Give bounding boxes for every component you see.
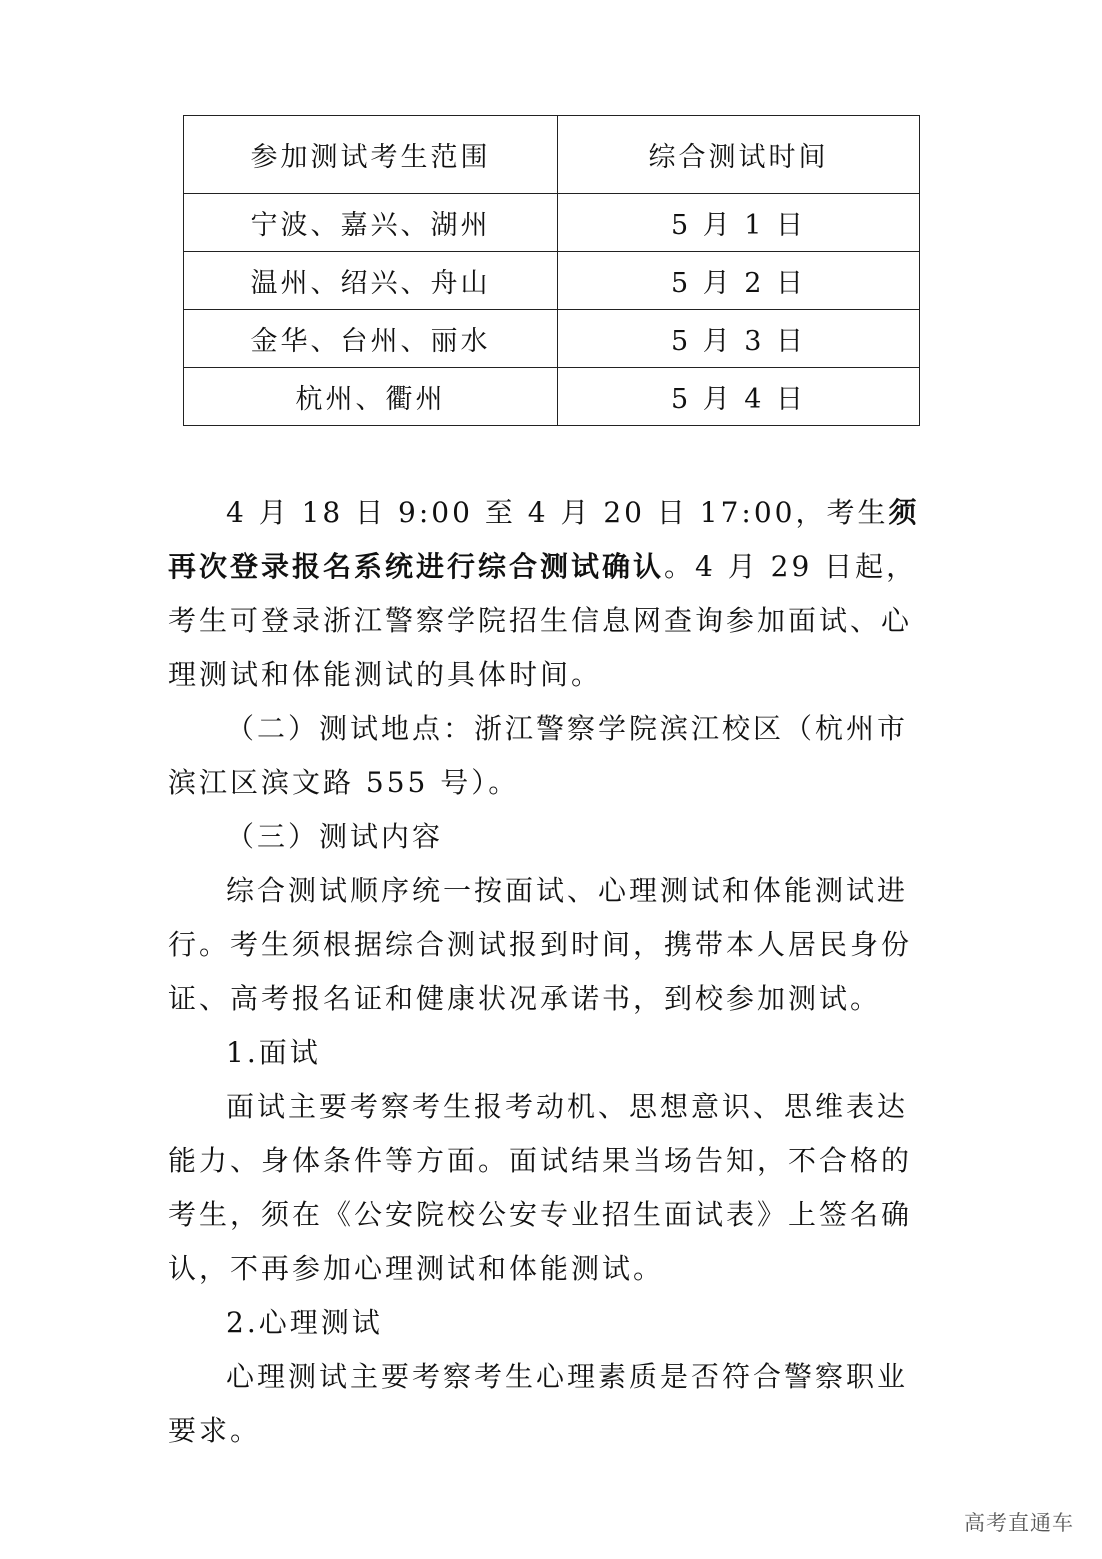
- watermark-label: 高考直通车: [964, 1511, 1074, 1535]
- cell-date: 5 月 2 日: [558, 252, 920, 310]
- interview-paragraph: 面试主要考察考生报考动机、思想意识、思维表达能力、身体条件等方面。面试结果当场告知，不合格的考生，须在《公安院校公安专业招生面试表》上签名确认，不再参加心理测试和体能测试。: [168, 1090, 913, 1285]
- document-body: [168, 486, 938, 1458]
- psych-test-paragraph: 心理测试主要考察考生心理素质是否符合警察职业要求。: [168, 1360, 909, 1447]
- confirmation-paragraph: [168, 486, 938, 702]
- cell-region: 宁波、嘉兴、湖州: [184, 194, 558, 252]
- cell-region: 杭州、衢州: [184, 368, 558, 426]
- cell-date: 5 月 3 日: [558, 310, 920, 368]
- cell-date: 5 月 4 日: [558, 368, 920, 426]
- test-content-heading: （三）测试内容: [226, 820, 444, 853]
- table-row: [184, 252, 920, 310]
- interview-heading: 1.面试: [226, 1036, 321, 1069]
- confirmation-details: 。4 月 29 日起，考生可登录浙江警察学院招生信息网查询参加面试、心理测试和体能测试的具体时间。: [168, 550, 918, 691]
- confirmation-emphasis: 须再次登录报名系统进行综合测试确认: [168, 496, 920, 583]
- test-schedule-table: [183, 115, 920, 426]
- table-row: [184, 310, 920, 368]
- header-candidate-scope: 参加测试考生范围: [184, 116, 558, 194]
- cell-region: 温州、绍兴、舟山: [184, 252, 558, 310]
- cell-region: 金华、台州、丽水: [184, 310, 558, 368]
- table-row: [184, 368, 920, 426]
- table-row: [184, 194, 920, 252]
- psych-test-heading: 2.心理测试: [226, 1306, 383, 1339]
- test-location-paragraph: （二）测试地点：浙江警察学院滨江校区（杭州市滨江区滨文路 555 号）。: [168, 712, 909, 799]
- table-header-row: [184, 116, 920, 194]
- header-test-date: 综合测试时间: [558, 116, 920, 194]
- confirmation-dates: 4 月 18 日 9:00 至 4 月 20 日 17:00，考生: [226, 496, 889, 529]
- test-order-paragraph: 综合测试顺序统一按面试、心理测试和体能测试进行。考生须根据综合测试报到时间，携带本人居民身份证、高考报名证和健康状况承诺书，到校参加测试。: [168, 874, 913, 1015]
- cell-date: 5 月 1 日: [558, 194, 920, 252]
